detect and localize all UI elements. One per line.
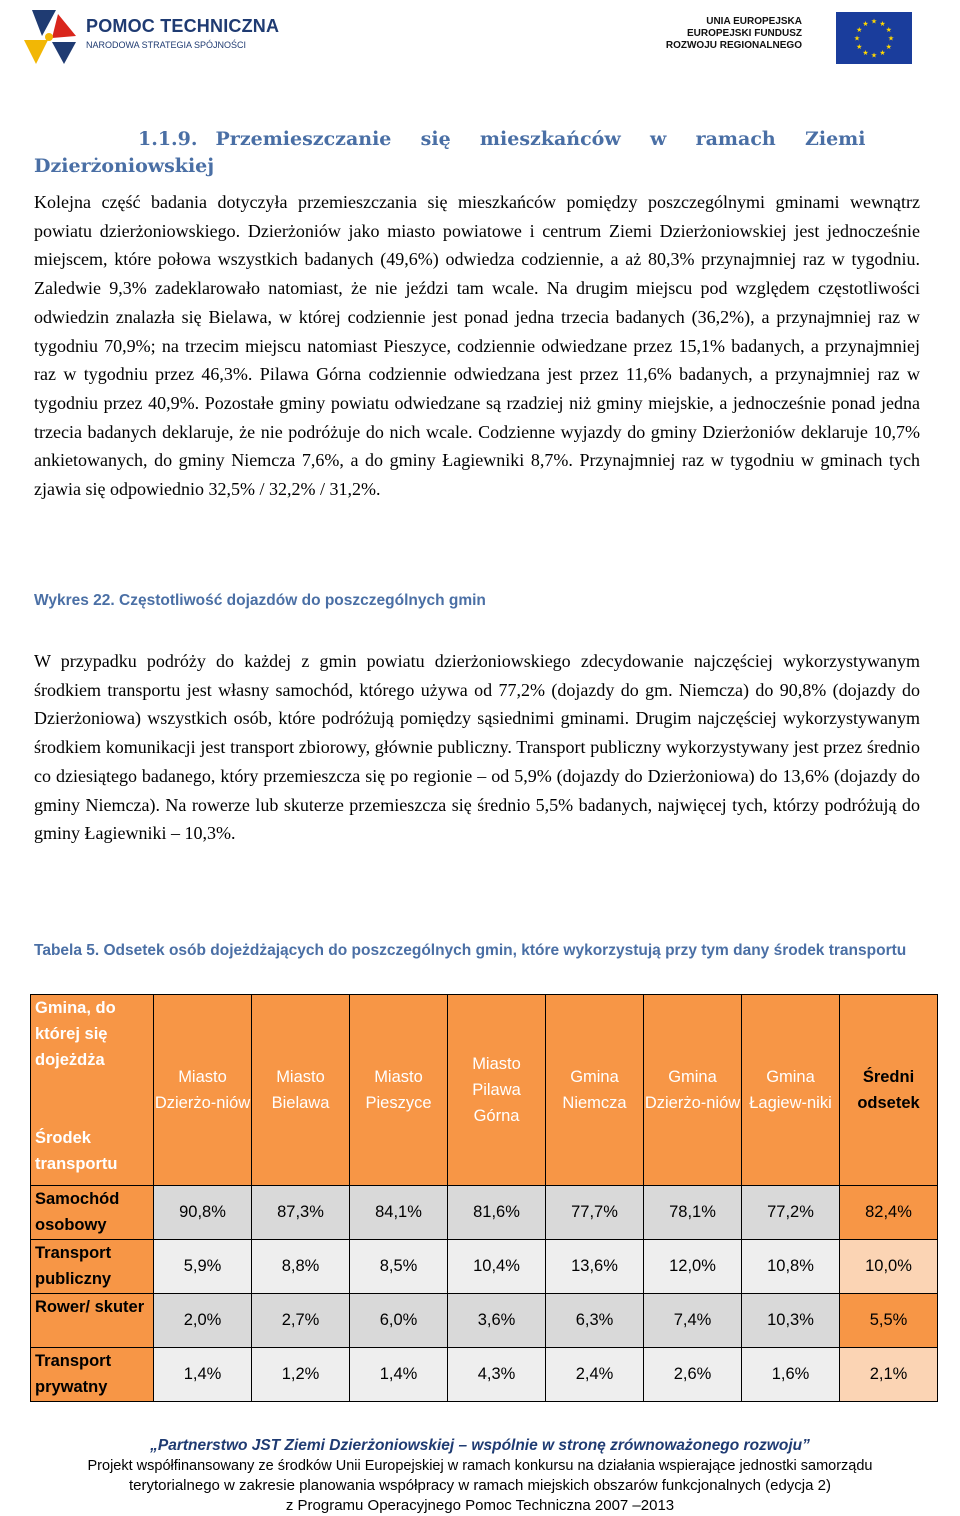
eu-star-icon: ★ (885, 43, 892, 51)
table-cell: 10,3% (742, 1294, 840, 1348)
table-cell: 8,8% (252, 1240, 350, 1294)
logo-subtitle: NARODOWA STRATEGIA SPÓJNOŚCI (86, 40, 247, 50)
table-cell: 1,6% (742, 1348, 840, 1402)
table-cell: 8,5% (350, 1240, 448, 1294)
chart-caption: Wykres 22. Częstotliwość dojazdów do poszczególnych gmin (34, 592, 486, 609)
eu-line-1: UNIA EUROPEJSKA (706, 16, 802, 27)
eu-star-icon: ★ (856, 43, 863, 51)
footer-line-2: Projekt współfinansowany ze środków Unii Europejskiej w ramach konkursu na działania wspierające jednostki samorządu (87, 1458, 873, 1474)
table-cell: 2,7% (252, 1294, 350, 1348)
table-row (31, 1348, 938, 1402)
table-cell: 90,8% (154, 1186, 252, 1240)
eu-flag-icon (836, 12, 912, 64)
table-cell-average: 2,1% (840, 1348, 938, 1402)
table-cell: 2,6% (644, 1348, 742, 1402)
column-header: Miasto Pieszyce (350, 995, 448, 1186)
table-cell: 2,0% (154, 1294, 252, 1348)
table-cell-average: 5,5% (840, 1294, 938, 1348)
column-header: Miasto Dzierżo-niów (154, 995, 252, 1186)
table-cell: 3,6% (448, 1294, 546, 1348)
table-cell: 12,0% (644, 1240, 742, 1294)
eu-star-icon: ★ (862, 49, 869, 58)
column-header: Gmina Niemcza (546, 995, 644, 1186)
section-title-line1: Przemieszczanie się mieszkańców w ramach Ziemi (215, 128, 866, 150)
eu-star-icon: ★ (870, 51, 878, 60)
corner-top-label: Gmina, do której się dojeżdża (35, 999, 116, 1069)
pomoc-techniczna-logo (18, 6, 280, 68)
table-cell: 5,9% (154, 1240, 252, 1294)
table-cell: 1,4% (154, 1348, 252, 1402)
table-cell: 4,3% (448, 1348, 546, 1402)
column-header: Gmina Łagiew-niki (742, 995, 840, 1186)
eu-line-2: EUROPEJSKI FUNDUSZ (686, 28, 802, 39)
page-footer (0, 1436, 960, 1516)
column-header: Miasto Bielawa (252, 995, 350, 1186)
paragraph-1: Kolejna część badania dotyczyła przemieszczania się mieszkańców pomiędzy poszczególnymi gminami wewnątrz powiatu dzierżoniowskiego. Dzierżoniów jako miasto powiatowe i centrum Ziemi Dzierżoniowskiej jest jednocześnie miejscem, które połowa wszystkich badanych (49,6%) odwiedza codziennie, a aż 80,3% przynajmniej raz w tygodniu. Zaledwie 9,3% zadeklarowało natomiast, że nie jeździ tam wcale. Na drugim miejscu pod względem częstotliwości odwiedzin znalazła się Bielawa, w której codziennie jest ponad jedna trzecia badanych (36,2%), a przynajmniej raz w tygodniu 70,9%; na trzecim miejscu natomiast Pieszyce, codziennie odwiedzane przez 15,1% badanych, a przynajmniej raz w tygodniu przez 46,3%. Pilawa Górna codziennie odwiedzana jest przez 11,6% badanych, a przynajmniej raz w tygodniu przez 40,9%. Pozostałe gminy powiatu odwiedzane są rzadziej niż gminy miejskie, a jednocześnie ponad jedna trzecia badanych deklaruje, że nie podróżuje do nich wcale. Codzienne wyjazdy do gminy Dzierżoniów deklaruje 10,7% ankietowanych, do gminy Niemcza 7,6%, a do gminy Łagiewniki 8,7%. Przynajmniej raz w tygodniu w gminach tych zjawia się odpowiednio 32,5% / 32,2% / 31,2%. (34, 192, 920, 500)
column-header: Gmina Dzierżo-niów (644, 995, 742, 1186)
table-cell: 81,6% (448, 1186, 546, 1240)
table-row (31, 1186, 938, 1240)
eu-logo-text (652, 16, 802, 52)
table-cell: 77,2% (742, 1186, 840, 1240)
table-row (31, 1294, 938, 1348)
table-cell: 84,1% (350, 1186, 448, 1240)
table-cell: 10,8% (742, 1240, 840, 1294)
table-cell: 87,3% (252, 1186, 350, 1240)
table-corner-cell (31, 995, 154, 1186)
table-cell: 6,0% (350, 1294, 448, 1348)
footer-line-4: z Programu Operacyjnego Pomoc Techniczna 2007 –2013 (285, 1497, 675, 1514)
eu-star-icon: ★ (887, 34, 895, 43)
eu-star-icon: ★ (885, 26, 892, 34)
row-label: Transport publiczny (31, 1240, 154, 1294)
table-cell: 1,2% (252, 1348, 350, 1402)
eu-line-3: ROZWOJU REGIONALNEGO (665, 40, 802, 51)
page-header (0, 0, 960, 80)
transport-table (30, 994, 938, 1402)
table-caption: Tabela 5. Odsetek osób dojeżdżających do poszczególnych gmin, które wykorzystują przy tym dany środek transportu (34, 942, 907, 959)
corner-bottom-label: Środek transportu (35, 1129, 118, 1173)
eu-star-icon: ★ (879, 49, 886, 58)
eu-logo (652, 12, 912, 64)
eu-star-icon: ★ (862, 19, 869, 28)
row-label: Samochód osobowy (31, 1186, 154, 1240)
row-label: Rower/ skuter (31, 1294, 154, 1348)
table-cell: 2,4% (546, 1348, 644, 1402)
row-label: Transport prywatny (31, 1348, 154, 1402)
eu-star-icon: ★ (879, 19, 886, 28)
paragraph-2: W przypadku podróży do każdej z gmin powiatu dzierżoniowskiego zdecydowanie najczęściej wykorzystywanym środkiem transportu jest własny samochód, którego używa od 77,2% (dojazdy do gm. Niemcza) do 90,8% (dojazdy do Dzierżoniowa) wszystkich osób, które podróżują pomiędzy sąsiednimi gminami. Drugim najczęściej wykorzystywanym środkiem komunikacji jest transport zbiorowy, głównie publiczny. Transport publiczny wykorzystywany jest przez średnio co dziesiątego badanego, który przemieszcza się po regionie – od 5,9% (dojazdy do Dzierżoniowa) do 13,6% (dojazdy do gminy Niemcza). Na rowerze lub skuterze przemieszcza się średnio 5,5% badanych, najwięcej tych, którzy podróżują do gminy Łagiewniki – 10,3%. (34, 651, 920, 844)
table-cell: 6,3% (546, 1294, 644, 1348)
section-number: 1.1.9. (138, 128, 198, 150)
table-row (31, 1240, 938, 1294)
table-cell: 13,6% (546, 1240, 644, 1294)
column-header: Miasto Pilawa Górna (448, 995, 546, 1186)
eu-star-icon: ★ (853, 34, 861, 43)
section-heading (138, 124, 920, 154)
table-cell: 10,4% (448, 1240, 546, 1294)
table-cell: 78,1% (644, 1186, 742, 1240)
logo-name: POMOC TECHNICZNA (86, 16, 280, 36)
table-cell: 7,4% (644, 1294, 742, 1348)
section-title-line2: Dzierżoniowskiej (34, 155, 215, 177)
footer-project-title: „Partnerstwo JST Ziemi Dzierżoniowskiej – wspólnie w stronę zrównoważonego rozwoju” (150, 1437, 810, 1454)
table-cell: 1,4% (350, 1348, 448, 1402)
nss-emblem-icon (18, 6, 80, 68)
table-cell: 77,7% (546, 1186, 644, 1240)
table-cell-average: 10,0% (840, 1240, 938, 1294)
eu-star-icon: ★ (870, 17, 878, 26)
footer-line-3: terytorialnego w zakresie planowania współpracy w ramach miejskich obszarów funkcjonalnych (edycja 2) (129, 1477, 831, 1494)
eu-star-icon: ★ (856, 26, 863, 34)
column-header-average: Średni odsetek (840, 995, 938, 1186)
table-cell-average: 82,4% (840, 1186, 938, 1240)
